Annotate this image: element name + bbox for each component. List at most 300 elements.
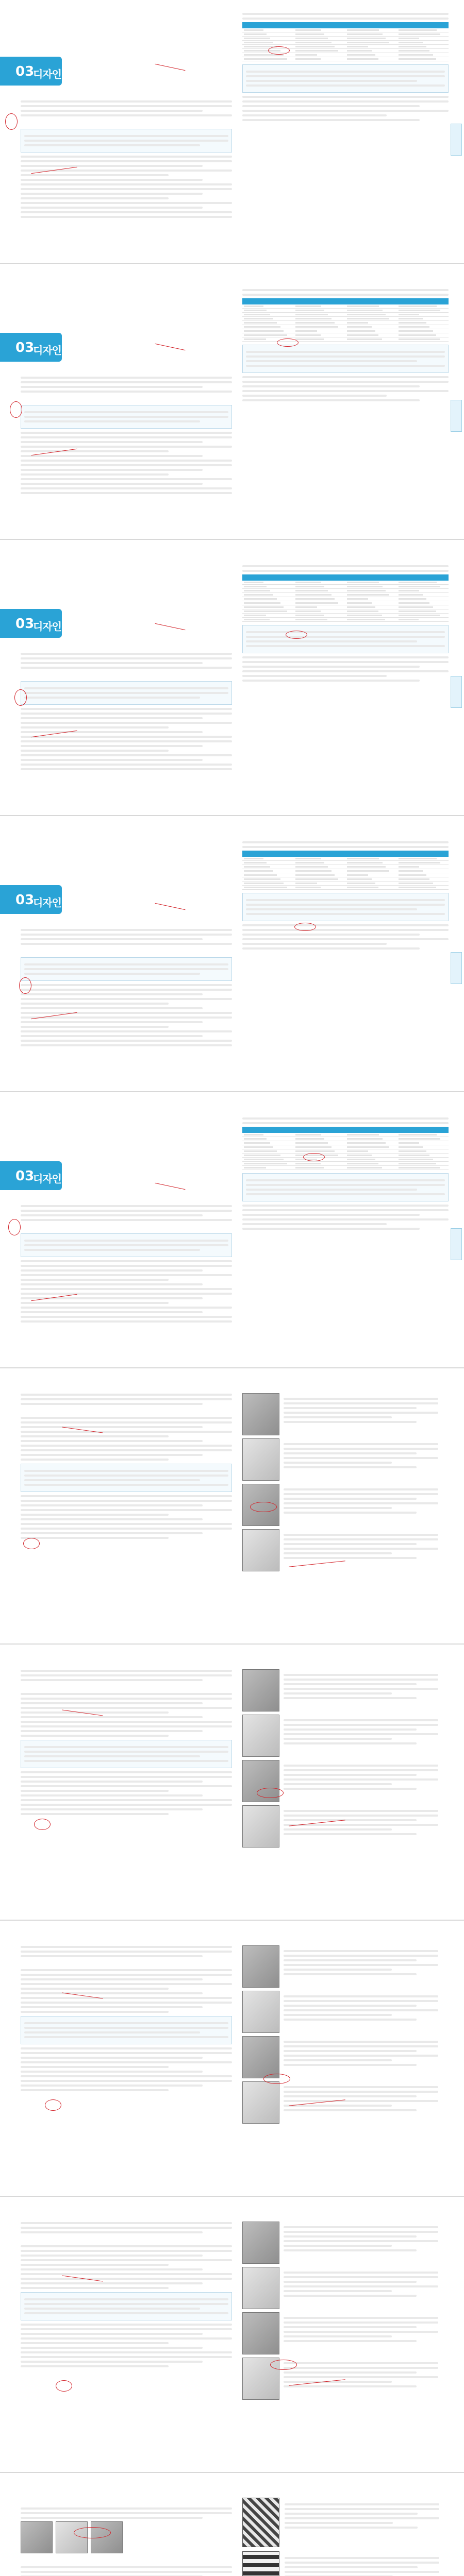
text-line	[242, 1117, 449, 1120]
text-line	[21, 1007, 203, 1009]
text-line	[242, 381, 449, 383]
pattern-swatch	[242, 2498, 279, 2547]
text-line	[21, 2356, 232, 2358]
text-line	[242, 390, 449, 392]
photo-description	[284, 1993, 438, 2023]
handwritten-mark	[8, 1219, 21, 1235]
text-line	[284, 2381, 392, 2383]
text-line	[284, 1462, 392, 1464]
text-line	[21, 114, 232, 116]
text-line	[21, 1509, 232, 1511]
right-column	[242, 1115, 449, 1232]
table-cell	[242, 609, 294, 614]
table-cell	[345, 618, 397, 622]
text-line	[21, 943, 232, 945]
text-line	[284, 1683, 417, 1685]
table-cell	[345, 589, 397, 593]
text-line	[246, 899, 445, 901]
text-line	[21, 2089, 169, 2091]
table-cell	[397, 45, 449, 49]
page	[0, 2209, 464, 2473]
text-line	[21, 207, 203, 209]
table-cell	[397, 28, 449, 32]
text-line	[21, 1269, 203, 1272]
text-line	[21, 722, 232, 724]
text-line	[284, 1810, 438, 1812]
text-line	[21, 2333, 203, 2335]
table-cell	[397, 313, 449, 317]
text-line	[21, 1500, 232, 1502]
table-cell	[345, 1133, 397, 1137]
table-cell	[242, 869, 294, 873]
handwritten-mark	[45, 2099, 61, 2111]
text-line	[21, 754, 232, 756]
table-row	[242, 861, 449, 865]
text-line	[284, 2295, 417, 2297]
text-line	[285, 2513, 418, 2515]
text-line	[242, 1223, 387, 1225]
table-cell	[345, 1162, 397, 1166]
text-line	[21, 1021, 203, 1023]
text-line	[21, 2227, 232, 2229]
text-line	[24, 1470, 228, 1472]
text-line	[21, 216, 232, 218]
section-heading	[21, 1225, 232, 1230]
table-cell	[294, 609, 345, 614]
handwritten-mark	[19, 977, 31, 994]
text-line	[284, 1416, 392, 1418]
chapter-title: 디자인	[33, 344, 61, 357]
text-line	[21, 2084, 203, 2087]
text-line	[21, 1435, 169, 1437]
text-line	[21, 934, 232, 936]
table-row	[242, 597, 449, 601]
table-header-cell	[294, 851, 345, 857]
text-line	[284, 2367, 438, 2369]
table-cell	[345, 1149, 397, 1154]
side-tab	[451, 124, 462, 156]
table-cell	[294, 28, 345, 32]
text-line	[21, 2052, 232, 2054]
table-row	[242, 309, 449, 313]
photo-row	[242, 2222, 449, 2265]
table-cell	[345, 57, 397, 61]
text-line	[21, 2347, 203, 2349]
table-cell	[397, 49, 449, 53]
table-cell	[294, 37, 345, 41]
text-line	[21, 667, 232, 669]
text-line	[21, 174, 169, 176]
page	[0, 828, 464, 1092]
text-line	[21, 436, 232, 438]
table-row	[242, 1133, 449, 1137]
text-line	[21, 1955, 203, 1957]
text-line	[21, 110, 203, 112]
text-line	[21, 473, 169, 476]
text-line	[284, 1955, 438, 1957]
handwritten-mark	[294, 923, 316, 931]
text-line	[21, 1679, 203, 1681]
text-line	[284, 2109, 417, 2111]
text-line	[21, 1265, 232, 1267]
text-line	[284, 2086, 438, 2088]
table-cell	[397, 32, 449, 37]
text-line	[21, 1514, 169, 1516]
text-line	[24, 420, 200, 422]
left-column	[21, 926, 232, 1049]
text-line	[284, 2095, 417, 2097]
text-line	[21, 1026, 169, 1028]
table-cell	[242, 1137, 294, 1141]
table-header-cell	[242, 574, 294, 581]
table-cell	[345, 304, 397, 309]
right-column	[242, 2496, 449, 2576]
text-line	[24, 2031, 200, 2033]
table-row	[242, 1149, 449, 1154]
text-line	[284, 2331, 438, 2333]
table-row	[242, 605, 449, 609]
photo-description	[284, 2224, 438, 2254]
text-line	[24, 1755, 200, 1757]
table-cell	[294, 304, 345, 309]
photo-image	[242, 1438, 279, 1481]
text-line	[21, 1417, 232, 1419]
photo-image	[242, 2036, 279, 2078]
text-line	[24, 687, 228, 689]
chapter-title: 디자인	[33, 620, 61, 633]
photo-description	[284, 1531, 438, 1562]
text-line	[246, 1189, 417, 1191]
text-line	[242, 294, 449, 296]
text-line	[21, 1974, 232, 1976]
table-cell	[397, 581, 449, 585]
handwritten-mark	[5, 113, 18, 130]
table-cell	[242, 28, 294, 32]
text-line	[21, 1670, 232, 1672]
pattern-row	[242, 2498, 449, 2549]
handwritten-mark	[257, 1788, 284, 1798]
section-heading	[21, 949, 232, 954]
text-line	[242, 841, 449, 843]
right-column	[242, 839, 449, 952]
chapter-number: 03	[15, 892, 35, 908]
table-row	[242, 1158, 449, 1162]
text-line	[24, 140, 228, 142]
table-cell	[242, 605, 294, 609]
text-line	[284, 2009, 438, 2011]
text-line	[24, 1244, 228, 1246]
table-cell	[397, 1154, 449, 1158]
section-heading	[21, 397, 232, 402]
page	[0, 0, 464, 264]
section-heading	[21, 1409, 232, 1414]
right-column	[242, 1391, 449, 1574]
table-cell	[345, 857, 397, 861]
table-cell	[294, 857, 345, 861]
text-line	[21, 446, 232, 448]
text-line	[21, 1988, 169, 1990]
text-line	[21, 1035, 203, 1037]
table-cell	[345, 865, 397, 869]
text-line	[24, 2022, 228, 2024]
text-line	[24, 144, 200, 146]
text-line	[21, 1445, 232, 1447]
text-line	[24, 2308, 200, 2310]
text-line	[284, 1493, 438, 1495]
photo-image	[242, 2081, 279, 2124]
text-line	[21, 2273, 232, 2275]
text-line	[246, 84, 445, 87]
text-line	[21, 984, 232, 986]
table-row	[242, 1166, 449, 1170]
table-cell	[345, 321, 397, 325]
photo-row	[242, 1393, 449, 1436]
text-line	[284, 1815, 438, 1817]
text-line	[284, 1534, 438, 1536]
text-line	[21, 100, 232, 103]
right-column	[242, 10, 449, 124]
text-line	[21, 386, 203, 388]
table-cell	[294, 325, 345, 329]
text-line	[242, 100, 449, 103]
handwritten-stroke	[155, 623, 186, 630]
table-cell	[242, 1133, 294, 1137]
table-cell	[397, 329, 449, 333]
handwritten-mark	[14, 689, 27, 706]
vocab-table	[242, 298, 449, 342]
text-line	[284, 1679, 438, 1681]
text-line	[24, 697, 200, 699]
table-cell	[345, 882, 397, 886]
text-line	[284, 2105, 392, 2107]
text-line	[21, 2324, 232, 2326]
table-cell	[397, 53, 449, 57]
vocab-table	[242, 1127, 449, 1170]
text-line	[21, 717, 203, 719]
text-line	[21, 2057, 203, 2059]
text-line	[21, 1799, 232, 1801]
text-line	[21, 1260, 232, 1262]
text-line	[21, 726, 169, 728]
table-header-row	[242, 574, 449, 581]
pattern-description	[285, 2501, 439, 2531]
text-line	[21, 1730, 203, 1732]
vocab-table	[242, 22, 449, 61]
text-line	[21, 1459, 169, 1461]
page	[0, 1657, 464, 1921]
text-line	[284, 2235, 417, 2238]
text-line	[285, 2522, 393, 2524]
table-cell	[345, 601, 397, 605]
photo-row	[242, 1438, 449, 1482]
text-line	[21, 1279, 169, 1281]
pattern-photo	[21, 2521, 53, 2553]
key-point-box	[21, 1740, 232, 1768]
handwritten-mark	[268, 46, 290, 55]
table-row	[242, 325, 449, 329]
text-line	[21, 745, 203, 747]
table-cell	[345, 53, 397, 57]
table-row	[242, 873, 449, 877]
table-cell	[294, 53, 345, 57]
table-cell	[345, 861, 397, 865]
text-line	[242, 385, 420, 387]
text-line	[21, 2342, 169, 2344]
text-line	[284, 2100, 438, 2102]
text-line	[21, 441, 203, 443]
table-cell	[345, 614, 397, 618]
table-cell	[345, 581, 397, 585]
text-line	[21, 1707, 232, 1709]
text-line	[284, 1969, 392, 1971]
table-cell	[397, 857, 449, 861]
text-line	[21, 1283, 203, 1285]
left-column	[21, 1667, 232, 1818]
text-line	[21, 432, 232, 434]
table-cell	[345, 325, 397, 329]
handwritten-mark	[74, 2527, 111, 2538]
text-line	[246, 71, 445, 73]
text-line	[284, 2000, 438, 2002]
table-row	[242, 321, 449, 325]
table-header-cell	[345, 574, 397, 581]
table-row	[242, 1162, 449, 1166]
table-header-cell	[345, 851, 397, 857]
key-point-box	[21, 2016, 232, 2044]
text-line	[21, 2328, 232, 2330]
table-cell	[345, 609, 397, 614]
text-line	[285, 2557, 439, 2559]
text-line	[21, 708, 232, 710]
text-line	[21, 2071, 203, 2073]
text-line	[21, 1431, 232, 1433]
table-cell	[242, 618, 294, 622]
key-point-box	[21, 2292, 232, 2320]
text-line	[242, 13, 449, 15]
chapter-tab	[0, 609, 62, 638]
text-line	[21, 750, 169, 752]
text-line	[242, 947, 420, 950]
table-header-cell	[345, 22, 397, 28]
page	[0, 2485, 464, 2576]
table-header-cell	[294, 22, 345, 28]
text-line	[284, 2335, 392, 2337]
text-line	[21, 1307, 232, 1309]
table-cell	[397, 37, 449, 41]
photo-description	[284, 1762, 438, 1792]
table-cell	[345, 333, 397, 337]
text-line	[284, 2321, 438, 2324]
photo-description	[284, 1395, 438, 1426]
text-line	[242, 1214, 420, 1216]
text-line	[242, 1228, 420, 1230]
text-line	[246, 645, 445, 647]
text-line	[246, 904, 445, 906]
section-heading	[21, 1961, 232, 1967]
table-cell	[242, 37, 294, 41]
text-line	[21, 2231, 203, 2233]
text-line	[284, 2340, 417, 2342]
text-line	[21, 492, 232, 494]
text-line	[284, 2276, 438, 2278]
chapter-number: 03	[15, 1168, 35, 1184]
table-cell	[397, 1145, 449, 1149]
table-cell	[397, 1162, 449, 1166]
text-line	[284, 2249, 417, 2251]
table-cell	[345, 337, 397, 342]
text-line	[21, 740, 232, 742]
table-cell	[242, 1166, 294, 1170]
page	[0, 1933, 464, 2197]
text-line	[21, 2361, 203, 2363]
handwritten-stroke	[155, 903, 186, 910]
text-line	[285, 2517, 439, 2519]
example-box	[242, 345, 449, 373]
text-line	[21, 2351, 232, 2353]
text-line	[284, 1765, 438, 1767]
text-line	[21, 993, 203, 995]
table-cell	[242, 304, 294, 309]
pattern-swatch	[242, 2551, 279, 2576]
photo-image	[242, 2222, 279, 2264]
handwritten-mark	[250, 1502, 277, 1512]
text-line	[242, 110, 449, 112]
photo-row	[242, 1529, 449, 1572]
text-line	[21, 1528, 232, 1530]
chapter-title: 디자인	[33, 1173, 61, 1185]
photo-row	[242, 1715, 449, 1758]
section-heading	[21, 121, 232, 126]
text-line	[21, 2011, 169, 2013]
chapter-tab	[0, 57, 62, 86]
text-line	[21, 2080, 232, 2082]
table-cell	[242, 317, 294, 321]
text-line	[21, 2075, 232, 2077]
side-tab	[451, 1228, 462, 1260]
text-line	[21, 183, 232, 185]
vocab-table	[242, 851, 449, 890]
table-cell	[397, 304, 449, 309]
key-point-box	[21, 1233, 232, 1257]
table-cell	[294, 593, 345, 597]
text-line	[284, 1719, 438, 1721]
chapter-tab	[0, 333, 62, 362]
table-cell	[345, 585, 397, 589]
text-line	[242, 1209, 449, 1211]
text-line	[21, 759, 203, 761]
table-row	[242, 581, 449, 585]
text-line	[284, 2231, 438, 2233]
text-line	[284, 1443, 438, 1445]
chapter-title: 디자인	[33, 68, 61, 80]
photo-description	[284, 1807, 438, 1838]
table-cell	[294, 1133, 345, 1137]
page	[0, 276, 464, 540]
text-line	[21, 478, 232, 480]
text-line	[21, 2006, 203, 2008]
table-row	[242, 57, 449, 61]
text-line	[21, 2222, 232, 2224]
text-line	[21, 1992, 203, 1994]
table-cell	[242, 877, 294, 882]
table-row	[242, 41, 449, 45]
table-cell	[397, 1141, 449, 1145]
pattern-row	[242, 2551, 449, 2576]
text-line	[21, 713, 232, 715]
text-line	[21, 2268, 203, 2270]
table-cell	[294, 861, 345, 865]
text-line	[246, 355, 445, 358]
